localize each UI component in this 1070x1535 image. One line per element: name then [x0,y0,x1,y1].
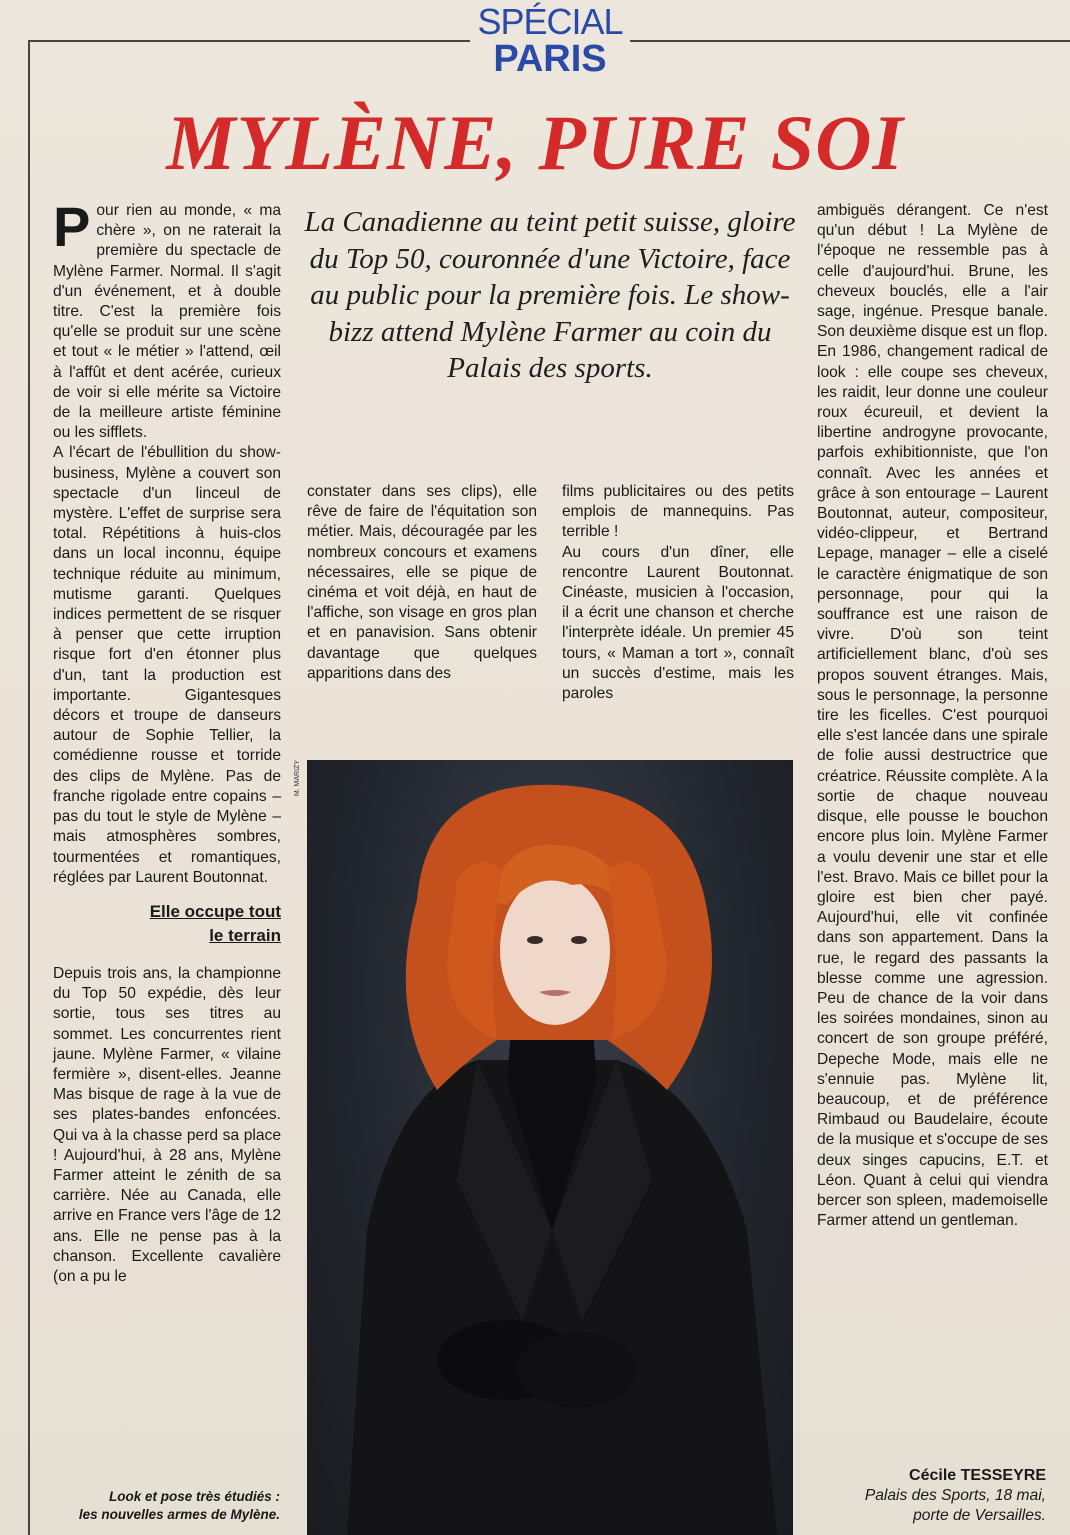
photo-caption [44,1488,280,1524]
column-4 [817,201,1048,1231]
headline: MYLÈNE, PURE SOI [166,99,904,186]
drop-cap: P [53,195,91,258]
subheading-line2: le terrain [209,925,281,945]
col1-paragraph-1 [53,195,281,443]
byline [806,1466,1046,1526]
subheading-line1: Elle occupe tout [149,901,281,921]
photo-credit: M. MARIZY [294,760,301,797]
section-tag-line2: PARIS [493,38,607,80]
author-name: Cécile TESSEYRE [909,1467,1046,1484]
col2-paragraph: constater dans ses clips), elle rêve de faire de l'équitation son métier. Mais, découragée par les nombreux concours et examens nécessaires, elle se pique de cinéma et voit déjà, en haut de l'affiche, son visage en gros plan et en panavision. Sans obtenir davantage que quelques apparitions dans des [307,483,537,682]
column-3 [562,482,794,704]
caption-line1: Look et pose très étudiés : [108,1489,280,1504]
col3-paragraph-2: Au cours d'un dîner, elle rencontre Laurent Boutonnat. Cinéaste, musicien à l'occasion, il a écrit une chanson et cherche l'interprète idéale. Un premier 45 tours, « Maman a tort », connaît un succès d'estime, mais les paroles [562,543,794,703]
col1-p1-text: our rien au monde, « ma chère », on ne raterait la première du spectacle de Mylène Farmer. Normal. Il s'agit d'un événement, et à double titre. C'est la première fois qu'elle se produit sur une scène et tout « le métier » l'attend, œil à l'affût et dent acérée, curieux de voir si elle mérite sa Victoire de la meilleure artiste féminine ou les sifflets. [53,202,281,442]
portrait-illustration [307,760,793,1535]
col1-paragraph-3: Depuis trois ans, la championne du Top 50 expédie, dès leur sortie, tous ses titres au sommet. Les concurrentes rient jaune. Mylène Farmer, « vilaine fermière », disent-elles. Jeanne Mas bisque de rage à la vue de ses plates-bandes enfoncées. Qui va à la chasse perd sa place ! Aujourd'hui, à 28 ans, Mylène Farmer atteint le zénith de sa carrière. Née au Canada, elle arrive en France vers l'âge de 12 ans. Elle ne pense pas à la chanson. Excellente cavalière (on a pu le [53,964,281,1285]
section-tag-line1: SPÉCIAL [477,1,623,42]
byline-place-line1: Palais des Sports, 18 mai, [864,1487,1046,1504]
lead-paragraph: La Canadienne au teint petit suisse, gloire du Top 50, couronnée d'une Victoire, face au public pour la première fois. Le show-bizz attend Mylène Farmer au coin du Palais des sports. [304,206,796,384]
col1-paragraph-2: A l'écart de l'ébullition du show-business, Mylène a couvert son spectacle d'un linceul de mystère. L'effet de surprise sera total. Répétitions à huis-clos dans un local inconnu, équipe technique réduite au minimum, mutisme garanti. Quelques indices permettent de se risquer à penser que cette irruption risque fort d'en étonner plus d'un, tant la production est importante. Gigantesques décors et troupe de danseurs autour de Sophie Tellier, la comédienne rousse et torride des clips de Mylène. Pas de franche rigolade entre copains – pas du tout le style de Mylène – mais atmosphères sombres, tourmentées et romantiques, réglées par Laurent Boutonnat. [53,444,281,886]
column-1 [53,195,281,1287]
col3-paragraph-1: films publicitaires ou des petits emplois de mannequins. Pas terrible ! [562,483,794,541]
caption-line2: les nouvelles armes de Mylène. [78,1507,280,1522]
subheading [53,900,281,948]
column-2 [307,482,537,684]
section-tag [470,1,630,80]
portrait-photo [307,760,793,1535]
col4-paragraph: ambiguës dérangent. Ce n'est qu'un début ! La Mylène de l'époque ne ressemble pas à celle d'aujourd'hui. Brune, les cheveux bouclés, elle a l'air sage, ingénue. Presque banale. Son deuxième disque est un flop. En 1986, changement radical de look : elle coupe ses cheveux, les raidit, leur donne une couleur roux écureuil, et devient la libertine androgyne provocante, parfois exhibitionniste, que l'on connaît. Avec les années et grâce à son entourage – Laurent Boutonnat, auteur, compositeur, vidéo-clippeur, et Bertrand Lepage, manager – elle a ciselé le caractère énigmatique de son personnage, pour qui la souffrance est une raison de vivre. D'où son teint artificiellement blanc, d'où ses propos souvent étranges. Mais, sous le personnage, la personne tire les ficelles. C'est pourquoi elle s'est lancée dans une spirale de folie aussi destructrice que créatrice. Réussite complète. A la sortie de chaque nouveau disque, elle pousse le bouchon encore plus loin. Mylène Farmer a voulu devenir une star et elle l'est. Bravo. Mais ce billet pour la gloire est bien cher payé. Aujourd'hui, elle vit confinée dans son appartement. Dans la rue, le regard des passants la blesse comme une agression. Peu de chance de la voir dans les soirées mondaines, sinon au concert de son groupe préféré, Depeche Mode, mais elle ne s'ennuie pas. Mylène lit, beaucoup, et de préférence Rimbaud ou Baudelaire, écoute de la musique et s'occupe de ses deux singes capucins, E.T. et Léon. Quant à celui qui viendra bercer son spleen, mademoiselle Farmer attend un gentleman. [817,202,1048,1230]
byline-place-line2: porte de Versailles. [913,1507,1046,1524]
